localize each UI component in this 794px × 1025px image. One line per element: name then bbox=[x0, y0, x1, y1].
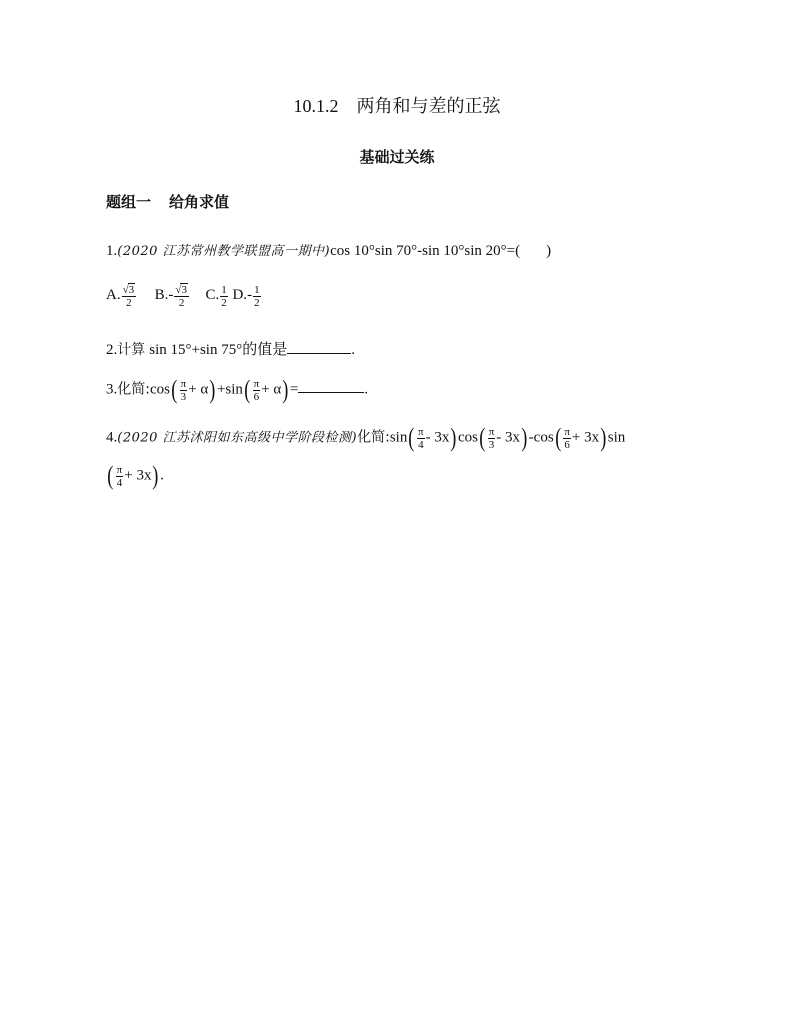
question-4: 4.(2020 江苏沭阳如东高级中学阶段检测)化简:sin( $\frac{\pi}{4}$ - 3x)cos( $\frac{\pi}{3}$ - 3x)-cos( $\frac{\pi}{6}$ + 3x)sin bbox=[106, 423, 626, 452]
q2-answer-blank bbox=[287, 353, 351, 354]
section-title: 两角和与差的正弦 bbox=[356, 96, 501, 117]
question-4-continued: ( $\frac{\pi}{4}$ + 3x). bbox=[107, 461, 164, 490]
q3-prefix: 化简: bbox=[117, 381, 150, 398]
q1-options bbox=[106, 283, 262, 309]
q1-close-paren: ) bbox=[546, 243, 552, 259]
option-d: D.- $\frac{1}{2}$ bbox=[232, 283, 260, 309]
question-1 bbox=[106, 240, 551, 260]
question-3: 3.化简:cos( $\frac{\pi}{3}$ + α)+sin( $\frac{\pi}{6}$ + α)= . bbox=[106, 375, 369, 404]
q3-number: 3. bbox=[106, 381, 118, 398]
group-topic: 给角求值 bbox=[169, 193, 230, 211]
option-a: A. $\frac{√3}{2}$ bbox=[106, 284, 135, 309]
problem-group-heading bbox=[106, 191, 229, 212]
q1-expression: cos 10°sin 70°-sin 10°sin 20°=( bbox=[330, 243, 521, 259]
q1-source: (2020 江苏常州教学联盟高一期中) bbox=[117, 244, 331, 259]
q4-source: (2020 江苏沭阳如东高级中学阶段检测) bbox=[117, 430, 358, 446]
q2-expression: sin 15°+sin 75°的值是 bbox=[149, 342, 288, 358]
option-b: B.- $\frac{√3}{2}$ bbox=[154, 284, 187, 309]
q1-number: 1. bbox=[106, 243, 118, 259]
option-c: C. $\frac{1}{2}$ bbox=[205, 283, 227, 309]
q4-number: 4. bbox=[106, 429, 118, 446]
page-title bbox=[0, 92, 794, 118]
question-2: 2.计算 sin 15°+sin 75°的值是 . bbox=[106, 342, 355, 358]
q2-prefix: 计算 bbox=[117, 342, 146, 358]
section-number: 10.1.2 bbox=[293, 96, 339, 116]
q2-number: 2. bbox=[106, 342, 118, 358]
group-label: 题组一 bbox=[106, 193, 152, 211]
subtitle: 基础过关练 bbox=[359, 148, 435, 166]
q4-prefix: 化简: bbox=[357, 429, 390, 446]
q3-answer-blank bbox=[298, 392, 364, 393]
